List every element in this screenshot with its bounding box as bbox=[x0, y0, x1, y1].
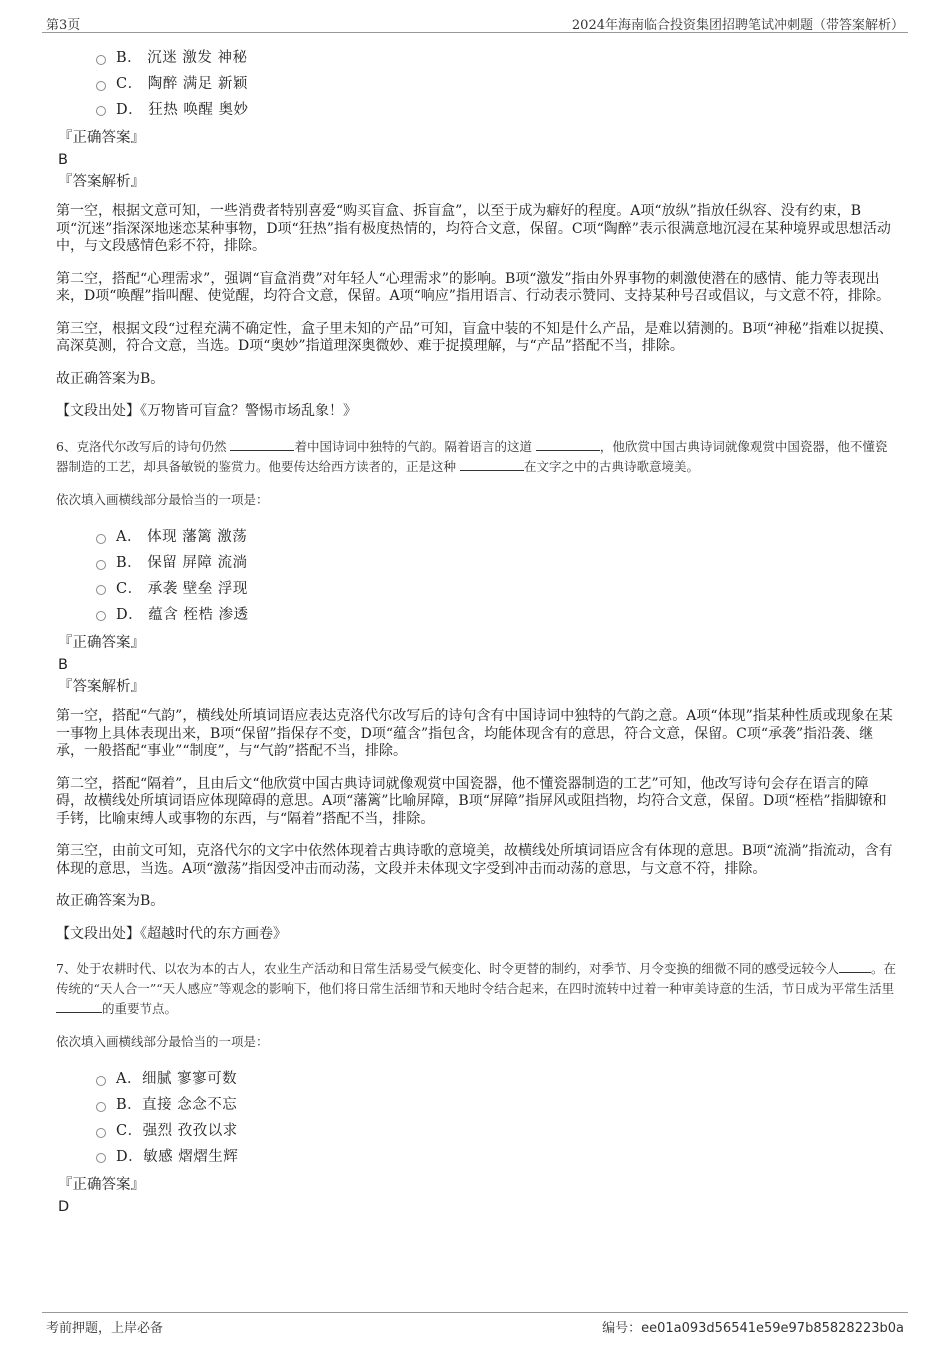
page-header bbox=[42, 12, 908, 33]
footer-slogan: 考前押题，上岸必备 bbox=[46, 1321, 164, 1336]
radio-icon[interactable] bbox=[96, 106, 106, 116]
analysis-paragraph: 第二空，搭配“心理需求”，强调“盲盒消费”对年轻人“心理需求”的影响。B项“激发”指由外界事物的刺激使潜在的感情、能力等表现出来，D项“唤醒”指叫醒、使觉醒，均符合文意，保留。A项“响应”指用语言、行动表示赞同、支持某种号召或倡议，与文意不符，排除。 bbox=[56, 270, 890, 305]
fill-blank bbox=[230, 438, 294, 451]
analysis-paragraph: 第三空，根据文段“过程充满不确定性，盒子里未知的产品”可知，盲盒中装的不知是什么产品，是难以猜测的。B项“神秘”指难以捉摸、高深莫测，符合文意，当选。D项“奥妙”指道理深奥微妙、难于捉摸理解，与“产品”搭配不当，排除。 bbox=[56, 320, 893, 355]
document-code: 编号：ee01a093d56541e59e97b85828223b0a bbox=[602, 1321, 904, 1336]
answer-value: D bbox=[58, 1199, 70, 1216]
radio-icon[interactable] bbox=[96, 585, 106, 595]
answer-value: B bbox=[58, 152, 68, 169]
analysis-paragraph: 第一空，根据文意可知，一些消费者特别喜爱“购买盲盒、拆盲盒”，以至于成为癖好的程度。A项“放纵”指放任纵容、没有约束，B项“沉迷”指深深地迷恋某种事物，D项“狂热”指有极度热情的，均符合文意，保留。C项“陶醉”表示很满意地沉浸在某种境界或思想活动中，与文段感情色彩不符，排除。 bbox=[56, 203, 891, 255]
page-number: 第3页 bbox=[46, 18, 81, 33]
radio-icon[interactable] bbox=[96, 1102, 106, 1112]
option-d[interactable]: D． 蕴含 桎梏 渗透 bbox=[96, 600, 896, 626]
analysis-label: 『答案解析』 bbox=[58, 679, 145, 696]
radio-icon[interactable] bbox=[96, 1153, 106, 1163]
question-instruction: 依次填入画横线部分最恰当的一项是： bbox=[56, 1034, 269, 1050]
q6-options bbox=[56, 523, 896, 626]
analysis-paragraph: 第二空，搭配“隔着”，且由后文“他欣赏中国古典诗词就像观赏中国瓷器，他不懂瓷器制造的工艺”可知，他改写诗句会存在语言的障碍，故横线处所填词语应体现障碍的意思。A项“藩篱”比喻屏障，B项“屏障”指屏风或阻挡物，均符合文意，保留。D项“桎梏”指脚镣和手铐，比喻束缚人或事物的东西，与“隔着”搭配不当，排除。 bbox=[56, 775, 887, 827]
fill-blank bbox=[460, 458, 524, 471]
question-6-stem: 6、克洛代尔改写后的诗句仍然 着中国诗词中独特的气韵。隔着语言的这道 ，他欣赏中国古典诗词就像观赏中国瓷器，他不懂瓷器制造的工艺，却具备敏锐的鉴赏力。他要传达给西方读者的，正是这种 在文字之中的古典诗歌意境美。 bbox=[56, 438, 888, 474]
option-c[interactable]: C． 陶醉 满足 新颖 bbox=[96, 70, 896, 96]
question-7-stem: 7、处于农耕时代、以农为本的古人，农业生产活动和日常生活易受气候变化、时令更替的制约，对季节、月令变换的细微不同的感受远较今人 。在传统的“天人合一”“天人感应”等观念的影响下，他们将日常生活细节和天地时令结合起来，在四时流转中过着一种审美诗意的生活，节日成为平常生活里的重要节点。 bbox=[56, 961, 896, 1017]
analysis-paragraph: 第一空，搭配“气韵”，横线处所填词语应表达克洛代尔改写后的诗句含有中国诗词中独特的气韵之意。A项“体现”指某种性质或现象在某一事物上具体表现出来，B项“保留”指保存不变，D项“蕴含”指包含，均能体现含有的意思，符合文意，保留。C项“承袭”指沿袭、继承，一般搭配“事业”“制度”，与“气韵”搭配不当，排除。 bbox=[56, 708, 893, 760]
source-citation: 【文段出处】《万物皆可盲盒？警惕市场乱象！》 bbox=[56, 403, 357, 420]
fill-blank bbox=[56, 1000, 102, 1013]
option-b[interactable]: B． 沉迷 激发 神秘 bbox=[96, 44, 896, 70]
option-d[interactable]: D． 狂热 唤醒 奥妙 bbox=[96, 96, 896, 122]
question-instruction: 依次填入画横线部分最恰当的一项是： bbox=[56, 491, 269, 507]
q7-options bbox=[56, 1065, 896, 1168]
option-d[interactable]: D．敏感 熠熠生辉 bbox=[96, 1142, 896, 1168]
option-a[interactable]: A． 体现 藩篱 激荡 bbox=[96, 523, 896, 549]
radio-icon[interactable] bbox=[96, 81, 106, 91]
answer-label: 『正确答案』 bbox=[58, 635, 145, 652]
answer-label: 『正确答案』 bbox=[58, 1177, 145, 1194]
radio-icon[interactable] bbox=[96, 560, 106, 570]
analysis-label: 『答案解析』 bbox=[58, 174, 145, 191]
radio-icon[interactable] bbox=[96, 55, 106, 65]
option-c[interactable]: C．强烈 孜孜以求 bbox=[96, 1117, 896, 1143]
radio-icon[interactable] bbox=[96, 1128, 106, 1138]
source-citation: 【文段出处】《超越时代的东方画卷》 bbox=[56, 925, 287, 942]
option-b[interactable]: B． 保留 屏障 流淌 bbox=[96, 549, 896, 575]
analysis-conclusion: 故正确答案为B。 bbox=[56, 370, 165, 387]
q5-options bbox=[56, 44, 896, 121]
fill-blank bbox=[536, 438, 600, 451]
analysis-conclusion: 故正确答案为B。 bbox=[56, 893, 165, 910]
fill-blank bbox=[839, 960, 871, 973]
radio-icon[interactable] bbox=[96, 611, 106, 621]
document-title: 2024年海南临合投资集团招聘笔试冲刺题（带答案解析） bbox=[571, 18, 904, 33]
answer-value: B bbox=[58, 657, 68, 674]
option-b[interactable]: B．直接 念念不忘 bbox=[96, 1091, 896, 1117]
page-footer bbox=[42, 1312, 908, 1335]
option-a[interactable]: A．细腻 寥寥可数 bbox=[96, 1065, 896, 1091]
radio-icon[interactable] bbox=[96, 534, 106, 544]
radio-icon[interactable] bbox=[96, 1076, 106, 1086]
option-c[interactable]: C． 承袭 壁垒 浮现 bbox=[96, 574, 896, 600]
document-body bbox=[56, 44, 896, 1218]
answer-label: 『正确答案』 bbox=[58, 130, 145, 147]
analysis-paragraph: 第三空，由前文可知，克洛代尔的文字中依然体现着古典诗歌的意境美，故横线处所填词语应含有体现的意思。B项“流淌”指流动，含有体现的意思，当选。A项“激荡”指因受冲击而动荡，文段并未体现文字受到冲击而动荡的意思，与文意不符，排除。 bbox=[56, 843, 893, 877]
